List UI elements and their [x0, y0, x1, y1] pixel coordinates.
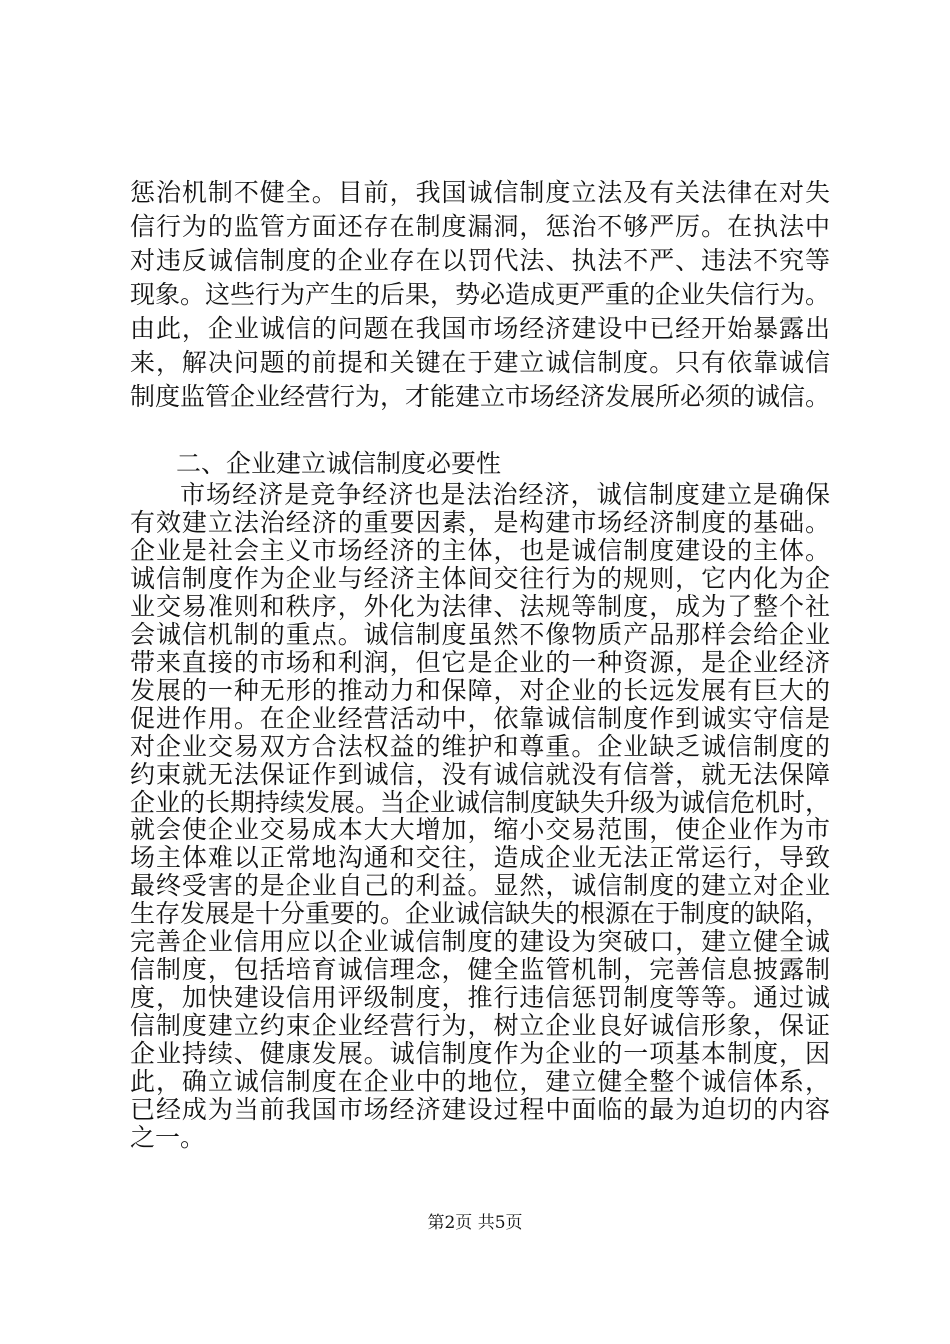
- text-line: 业交易准则和秩序，外化为法律、法规等制度，成为了整个社: [130, 593, 830, 621]
- text-line: 信行为的监管方面还存在制度漏洞，惩治不够严厉。在执法中: [130, 212, 830, 241]
- text-line: 企业是社会主义市场经济的主体，也是诚信制度建设的主体。: [130, 537, 830, 565]
- text-line: 带来直接的市场和利润，但它是企业的一种资源，是企业经济: [130, 649, 830, 677]
- text-line: 场主体难以正常地沟通和交往，造成企业无法正常运行，导致: [130, 844, 830, 872]
- text-line: 发展的一种无形的推动力和保障，对企业的长远发展有巨大的: [130, 677, 830, 705]
- text-line: 有效建立法治经济的重要因素，是构建市场经济制度的基础。: [130, 509, 830, 537]
- text-line: 信制度，包括培育诚信理念，健全监管机制，完善信息披露制: [130, 956, 830, 984]
- text-line: 会诚信机制的重点。诚信制度虽然不像物质产品那样会给企业: [130, 621, 830, 649]
- text-line: 对企业交易双方合法权益的维护和尊重。企业缺乏诚信制度的: [130, 733, 830, 761]
- text-line: 对违反诚信制度的企业存在以罚代法、执法不严、违法不究等: [130, 246, 830, 275]
- text-line: 企业持续、健康发展。诚信制度作为企业的一项基本制度，因: [130, 1040, 830, 1068]
- text-line: 企业的长期持续发展。当企业诚信制度缺失升级为诚信危机时，: [130, 789, 830, 817]
- text-line: 由此，企业诚信的问题在我国市场经济建设中已经开始暴露出: [130, 314, 830, 343]
- text-line: 市场经济是竞争经济也是法治经济，诚信制度建立是确保: [180, 481, 830, 509]
- page-footer: 第2页 共5页: [427, 1213, 523, 1233]
- text-line: 就会使企业交易成本大大增加，缩小交易范围，使企业作为市: [130, 816, 830, 844]
- text-line: 约束就无法保证作到诚信，没有诚信就没有信誉，就无法保障: [130, 761, 830, 789]
- text-line: 惩治机制不健全。目前，我国诚信制度立法及有关法律在对失: [130, 178, 830, 207]
- text-line: 制度监管企业经营行为，才能建立市场经济发展所必须的诚信。: [130, 382, 830, 411]
- text-line: 最终受害的是企业自己的利益。显然，诚信制度的建立对企业: [130, 872, 830, 900]
- text-line: 之一。: [130, 1124, 206, 1152]
- text-line: 诚信制度作为企业与经济主体间交往行为的规则，它内化为企: [130, 565, 830, 593]
- text-line: 生存发展是十分重要的。企业诚信缺失的根源在于制度的缺陷，: [130, 900, 830, 928]
- text-line: 来，解决问题的前提和关键在于建立诚信制度。只有依靠诚信: [130, 348, 830, 377]
- text-line: 促进作用。在企业经营活动中，依靠诚信制度作到诚实守信是: [130, 705, 830, 733]
- text-line: 已经成为当前我国市场经济建设过程中面临的最为迫切的内容: [130, 1096, 830, 1124]
- section-heading: 二、企业建立诚信制度必要性: [176, 449, 502, 478]
- text-line: 信制度建立约束企业经营行为，树立企业良好诚信形象，保证: [130, 1012, 830, 1040]
- text-line: 现象。这些行为产生的后果，势必造成更严重的企业失信行为。: [130, 280, 830, 309]
- text-line: 度，加快建设信用评级制度，推行违信惩罚制度等等。通过诚: [130, 984, 830, 1012]
- text-line: 此，确立诚信制度在企业中的地位，建立健全整个诚信体系，: [130, 1068, 830, 1096]
- text-line: 完善企业信用应以企业诚信制度的建设为突破口，建立健全诚: [130, 928, 830, 956]
